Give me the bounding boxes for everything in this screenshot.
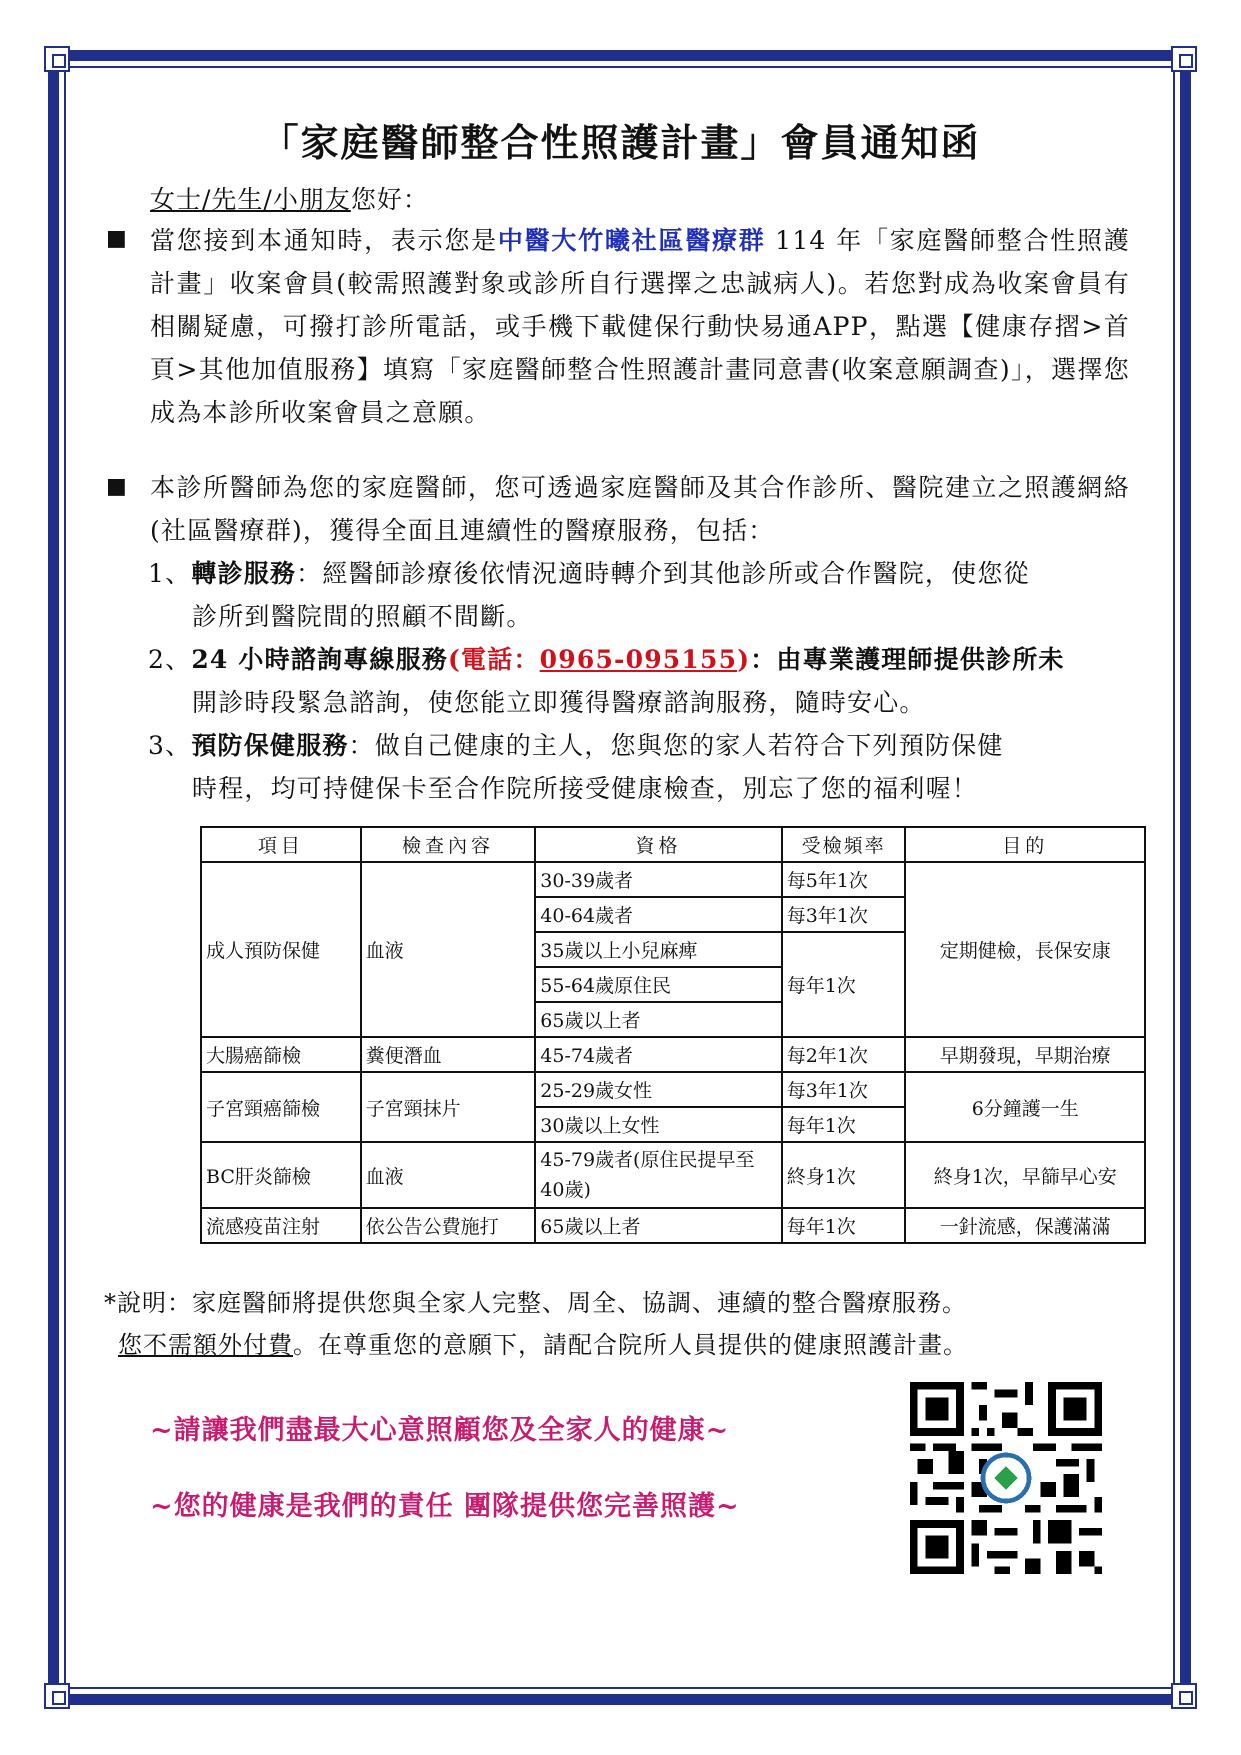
- table-header: 受檢頻率: [782, 827, 906, 862]
- table-row: [201, 862, 1145, 897]
- table-cell: 30-39歲者: [535, 862, 781, 897]
- border-corner-ornament: [1171, 46, 1197, 72]
- table-cell: 每年1次: [782, 932, 906, 1037]
- qr-code-icon[interactable]: [910, 1382, 1102, 1574]
- table-cell: 成人預防保健: [201, 862, 361, 1037]
- table-header: 資格: [535, 827, 781, 862]
- table-row: [201, 1142, 1145, 1208]
- table-cell: 65歲以上者: [535, 1002, 781, 1037]
- greeting: [150, 180, 429, 216]
- table-cell: 每年1次: [782, 1107, 906, 1142]
- hotline-phone: (電話：0965-095155): [448, 645, 751, 674]
- table-cell: 糞便潛血: [361, 1037, 536, 1072]
- table-cell: 45-74歲者: [535, 1037, 781, 1072]
- table-cell: BC肝炎篩檢: [201, 1142, 361, 1208]
- no-fee-notice: 您不需額外付費: [118, 1331, 293, 1359]
- table-cell: 每3年1次: [782, 897, 906, 932]
- table-cell: 65歲以上者: [535, 1208, 781, 1243]
- table-header-row: [201, 827, 1145, 862]
- border-corner-ornament: [44, 1683, 70, 1709]
- table-cell: 子宮頸癌篩檢: [201, 1072, 361, 1142]
- table-cell: 40-64歲者: [535, 897, 781, 932]
- table-header: 目的: [905, 827, 1145, 862]
- table-header: 檢查內容: [361, 827, 536, 862]
- greeting-text: 您好：: [350, 185, 429, 214]
- table-cell: 依公告公費施打: [361, 1208, 536, 1243]
- table-cell: 55-64歲原住民: [535, 967, 781, 1002]
- table-row: [201, 1037, 1145, 1072]
- explanation-note: *說明：家庭醫師將提供您與全家人完整、周全、協調、連續的整合醫療服務。 您不需額外付費。在尊重您的意願下，請配合院所人員提供的健康照護計畫。: [104, 1289, 968, 1359]
- service-item-prevention: 3、預防保健服務：做自己健康的主人，您與您的家人若符合下列預防保健 時程，均可持健保卡至合作院所接受健康檢查，別忘了您的福利喔！: [148, 731, 1004, 803]
- table-row: [201, 1072, 1145, 1107]
- service-heading: 轉診服務: [191, 559, 297, 588]
- table-cell: 終身1次，早篩早心安: [905, 1142, 1145, 1208]
- service-item-referral: 1、轉診服務：經醫師診療後依情況適時轉介到其他診所或合作醫院，使您從 診所到醫院間的照顧不間斷。: [148, 559, 1030, 631]
- table-cell: 流感疫苗注射: [201, 1208, 361, 1243]
- table-cell: 血液: [361, 1142, 536, 1208]
- phone-number: 0965-095155: [539, 645, 738, 674]
- page-title: 「家庭醫師整合性照護計畫」會員通知函: [260, 120, 981, 165]
- service-item-hotline: 2、24 小時諮詢專線服務(電話：0965-095155)：由專業護理師提供診所未 開診時段緊急諮詢，使您能立即獲得醫療諮詢服務，隨時安心。: [148, 645, 1065, 717]
- table-cell: 終身1次: [782, 1142, 906, 1208]
- preventive-care-table: [200, 826, 1146, 1244]
- table-cell: 大腸癌篩檢: [201, 1037, 361, 1072]
- slogan-line: ~您的健康是我們的責任 團隊提供您完善照護~: [150, 1491, 740, 1522]
- table-cell: 每2年1次: [782, 1037, 906, 1072]
- table-cell: 子宮頸抹片: [361, 1072, 536, 1142]
- table-cell: 定期健檢，長保安康: [905, 862, 1145, 1037]
- table-cell: 30歲以上女性: [535, 1107, 781, 1142]
- table-cell: 6分鐘護一生: [905, 1072, 1145, 1142]
- table-cell: 每5年1次: [782, 862, 906, 897]
- service-heading: 預防保健服務: [191, 731, 349, 760]
- slogan-line: ~請讓我們盡最大心意照顧您及全家人的健康~: [150, 1415, 730, 1446]
- table-header: 項目: [201, 827, 361, 862]
- bullet-icon: ■: [106, 226, 127, 251]
- services-intro-paragraph: 本診所醫師為您的家庭醫師，您可透過家庭醫師及其合作診所、醫院建立之照護網絡(社區醫療群)，獲得全面且連續性的醫療服務，包括：: [150, 473, 1130, 545]
- table-cell: 一針流感，保護滿滿: [905, 1208, 1145, 1243]
- table-cell: 每3年1次: [782, 1072, 906, 1107]
- service-heading: 24 小時諮詢專線服務: [191, 645, 449, 674]
- border-corner-ornament: [1171, 1683, 1197, 1709]
- table-cell: 45-79歲者(原住民提早至40歲): [535, 1142, 781, 1208]
- table-cell: 早期發現，早期治療: [905, 1037, 1145, 1072]
- bullet-icon: ■: [106, 474, 127, 499]
- clinic-group-name: 中醫大竹曦社區醫療群: [497, 226, 766, 255]
- border-corner-ornament: [44, 46, 70, 72]
- greeting-recipients: 女士/先生/小朋友: [150, 185, 351, 214]
- notice-paragraph: 當您接到本通知時，表示您是中醫大竹曦社區醫療群 114 年「家庭醫師整合性照護計畫」收案會員(較需照護對象或診所自行選擇之忠誠病人)。若您對成為收案會員有相關疑慮，可撥打診所電話，或手機下載健保行動快易通APP，點選【健康存摺>首頁>其他加值服務】填寫「家庭醫師整合性照護計畫同意書(收案意願調查)」，選擇您成為本診所收案會員之意願。: [150, 226, 1130, 427]
- table-cell: 35歲以上小兒麻痺: [535, 932, 781, 967]
- table-cell: 血液: [361, 862, 536, 1037]
- table-cell: 每年1次: [782, 1208, 906, 1243]
- table-row: [201, 1208, 1145, 1243]
- table-cell: 25-29歲女性: [535, 1072, 781, 1107]
